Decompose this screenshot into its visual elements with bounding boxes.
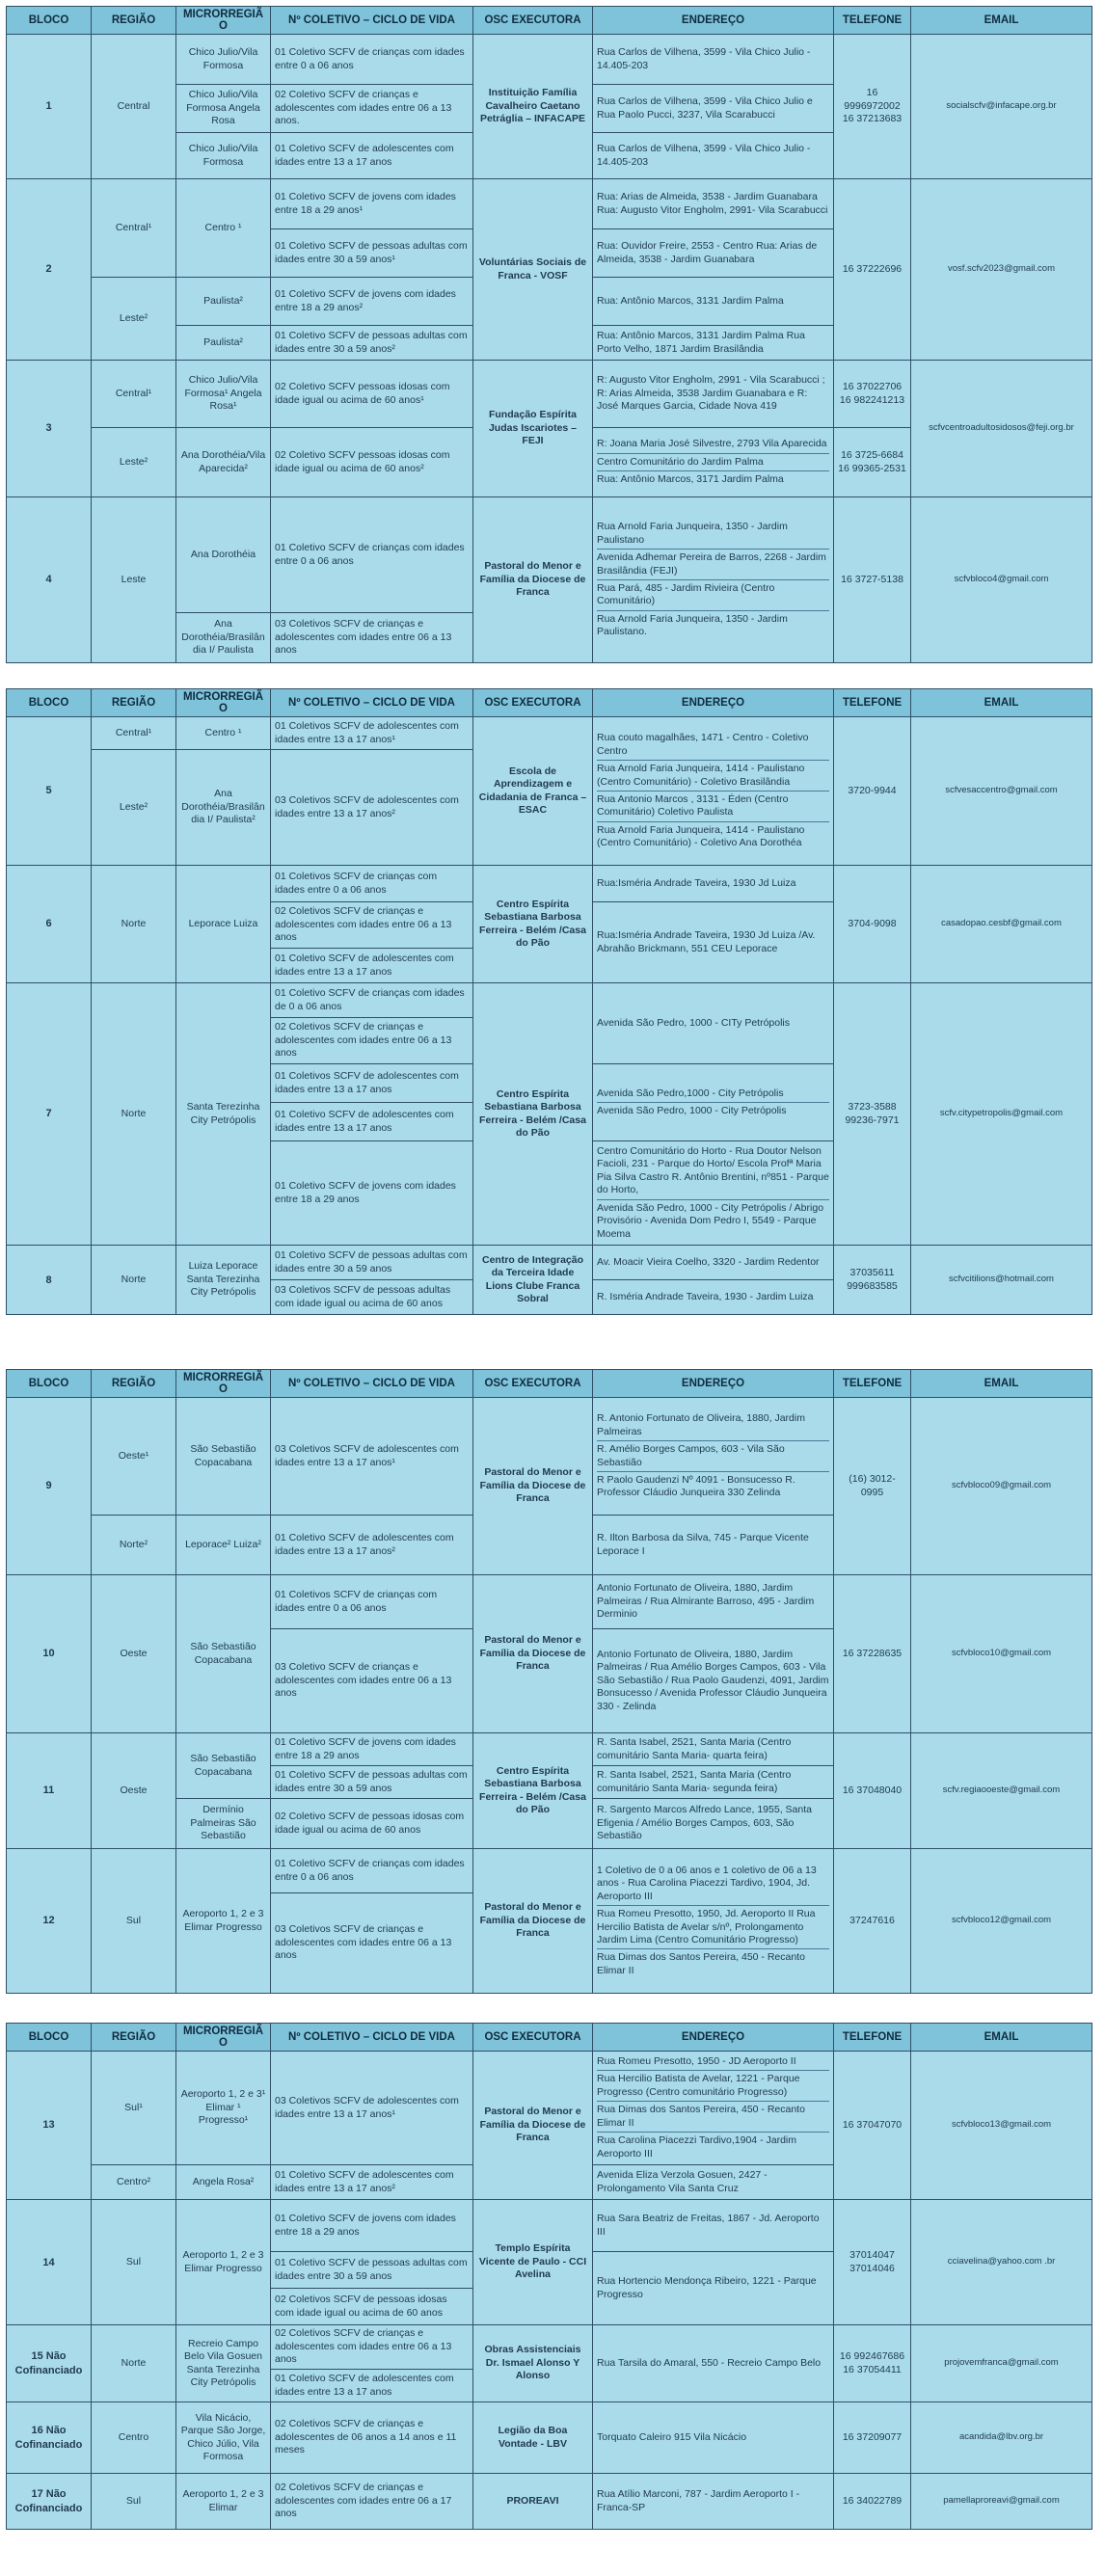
header-coletivo: Nº COLETIVO – CICLO DE VIDA xyxy=(271,689,473,717)
endereco-cell: Rua Tarsila do Amaral, 550 - Recreio Campo Belo xyxy=(593,2325,834,2402)
header-microrregiao: MICRORREGIÃO xyxy=(176,1370,271,1398)
endereco-line: Rua Arnold Faria Junqueira, 1350 - Jardim Paulistano xyxy=(597,519,829,550)
header-telefone: TELEFONE xyxy=(834,7,911,35)
coletivo-cell: 01 Coletivo SCFV de pessoas adultas com idades entre 30 a 59 anos¹ xyxy=(271,229,473,278)
endereco-line: Rua Dimas dos Santos Pereira, 450 - Recanto Elimar II xyxy=(597,2102,829,2133)
coletivo-cell: 01 Coletivo SCFV de pessoas adultas com idades entre 30 a 59 anos² xyxy=(271,326,473,361)
osc-cell: Obras Assistenciais Dr. Ismael Alonso Y Alonso xyxy=(473,2325,593,2402)
header-endereco: ENDEREÇO xyxy=(593,689,834,717)
email-cell: scfvbloco10@gmail.com xyxy=(911,1575,1092,1733)
email-cell: scfvbloco12@gmail.com xyxy=(911,1849,1092,1994)
table-row xyxy=(7,866,1092,902)
header-regiao: REGIÃO xyxy=(92,2024,176,2052)
coletivo-cell: 01 Coletivo SCFV de pessoas adultas com idades entre 30 a 59 anos xyxy=(271,1766,473,1799)
endereco-line: Avenida Adhemar Pereira de Barros, 2268 - Jardim Brasilândia (FEJI) xyxy=(597,550,829,580)
micro-cell: Centro ¹ xyxy=(176,717,271,750)
table-row xyxy=(7,2200,1092,2252)
bloco-cell: 6 xyxy=(7,866,92,983)
osc-cell: Pastoral do Menor e Família da Diocese de Franca xyxy=(473,1575,593,1733)
coletivo-cell: 02 Coletivos SCFV de crianças e adolescentes com idades entre 06 a 13 anos xyxy=(271,2325,473,2370)
bloco-cell: 13 xyxy=(7,2052,92,2200)
coletivo-cell: 02 Coletivos SCFV de crianças e adolescentes com idades entre 06 a 13 anos xyxy=(271,902,473,949)
endereco-line: Rua couto magalhães, 1471 - Centro - Coletivo Centro xyxy=(597,730,829,761)
micro-cell: Aeroporto 1, 2 e 3 Elimar Progresso xyxy=(176,1849,271,1994)
coletivo-cell: 02 Coletivos SCFV de pessoas idosas com idade igual ou acima de 60 anos xyxy=(271,2289,473,2325)
endereco-line: Rua Pará, 485 - Jardim Rivieira (Centro Comunitário) xyxy=(597,580,829,611)
telefone-cell: 16 3725-6684 16 99365-2531 xyxy=(834,428,911,497)
coletivo-cell: 02 Coletivos SCFV de crianças e adolescentes com idades entre 06 a 17 anos xyxy=(271,2474,473,2530)
regiao-cell: Sul¹ xyxy=(92,2052,176,2165)
email-cell: scfv.citypetropolis@gmail.com xyxy=(911,983,1092,1246)
table-row xyxy=(7,2474,1092,2530)
endereco-cell xyxy=(593,1141,834,1246)
osc-cell: Centro Espírita Sebastiana Barbosa Ferreira - Belém /Casa do Pão xyxy=(473,983,593,1246)
endereco-cell: Rua:Isméria Andrade Taveira, 1930 Jd Luiza xyxy=(593,866,834,902)
table-row xyxy=(7,361,1092,428)
coletivo-cell: 01 Coletivo SCFV de pessoas adultas com idades entre 30 a 59 anos xyxy=(271,2252,473,2289)
header-row xyxy=(7,7,1092,35)
telefone-cell: 3723-3588 99236-7971 xyxy=(834,983,911,1246)
email-cell: cciavelina@yahoo.com .br xyxy=(911,2200,1092,2325)
table-section-1 xyxy=(6,6,1092,663)
table-section-3 xyxy=(6,1369,1092,1994)
table-row xyxy=(7,1246,1092,1280)
micro-cell: Vila Nicácio, Parque São Jorge, Chico Júlio, Vila Formosa xyxy=(176,2402,271,2474)
telefone-cell: 16 9996972002 16 37213683 xyxy=(834,35,911,179)
coletivo-cell: 01 Coletivo SCFV de jovens com idades entre 18 a 29 anos xyxy=(271,1141,473,1246)
endereco-cell: R. Santa Isabel, 2521, Santa Maria (Centro comunitário Santa Maria- segunda feira) xyxy=(593,1766,834,1799)
micro-cell: Dermínio Palmeiras São Sebastião xyxy=(176,1799,271,1849)
endereco-cell: Avenida Eliza Verzola Gosuen, 2427 - Prolongamento Vila Santa Cruz xyxy=(593,2165,834,2200)
bloco-cell: 10 xyxy=(7,1575,92,1733)
header-endereco: ENDEREÇO xyxy=(593,7,834,35)
bloco-cell: 12 xyxy=(7,1849,92,1994)
telefone-cell: 3720-9944 xyxy=(834,717,911,866)
endereco-cell: R. Santa Isabel, 2521, Santa Maria (Centro comunitário Santa Maria- quarta feira) xyxy=(593,1733,834,1766)
coletivo-cell: 01 Coletivo SCFV de crianças com idades de 0 a 06 anos xyxy=(271,983,473,1018)
header-row xyxy=(7,689,1092,717)
telefone-cell: 16 37022706 16 982241213 xyxy=(834,361,911,428)
email-cell: casadopao.cesbf@gmail.com xyxy=(911,866,1092,983)
table-section-4 xyxy=(6,2023,1092,2530)
bloco-cell: 2 xyxy=(7,179,92,361)
telefone-cell: 37247616 xyxy=(834,1849,911,1994)
regiao-cell: Norte xyxy=(92,866,176,983)
coletivo-cell: 01 Coletivo SCFV de jovens com idades entre 18 a 29 anos xyxy=(271,1733,473,1766)
header-microrregiao: MICRORREGIÃO xyxy=(176,2024,271,2052)
micro-cell: Ana Dorothéia xyxy=(176,497,271,613)
table-row xyxy=(7,1398,1092,1516)
endereco-line: Avenida São Pedro, 1000 - City Petrópolis / Abrigo Provisório - Avenida Dom Pedro I, 5549 - Parque Moema xyxy=(597,1201,824,1240)
endereco-line: Rua Arnold Faria Junqueira, 1414 - Paulistano (Centro Comunitário) - Coletivo Brasilândia xyxy=(597,761,829,792)
bloco-cell: 15 Não Cofinanciado xyxy=(7,2325,92,2402)
table-row xyxy=(7,1733,1092,1766)
micro-cell: São Sebastião Copacabana xyxy=(176,1575,271,1733)
endereco-cell: Rua Hortencio Mendonça Ribeiro, 1221 - Parque Progresso xyxy=(593,2252,834,2325)
coletivo-cell: 02 Coletivos SCFV de crianças e adolescentes com idades entre 06 a 13 anos xyxy=(271,1018,473,1064)
regiao-cell: Norte² xyxy=(92,1516,176,1575)
endereco-line: Avenida São Pedro,1000 - City Petrópolis xyxy=(597,1086,829,1103)
coletivo-cell: 01 Coletivos SCFV de adolescentes com idades entre 13 a 17 anos¹ xyxy=(271,717,473,750)
table-section-2 xyxy=(6,688,1092,1315)
table-row xyxy=(7,1849,1092,1893)
micro-cell: Leporace² Luiza² xyxy=(176,1516,271,1575)
osc-cell: Pastoral do Menor e Família da Diocese de Franca xyxy=(473,2052,593,2200)
bloco-cell: 16 Não Cofinanciado xyxy=(7,2402,92,2474)
endereco-cell xyxy=(593,1398,834,1516)
endereco-cell: R. Sargento Marcos Alfredo Lance, 1955, Santa Efigenia / Amélio Borges Campos, 603, São Sebastião xyxy=(593,1799,834,1849)
coletivo-cell: 02 Coletivos SCFV de crianças e adolescentes de 06 anos a 14 anos e 11 meses xyxy=(271,2402,473,2474)
osc-cell: Pastoral do Menor e Família da Diocese de Franca xyxy=(473,497,593,663)
osc-cell: Centro Espírita Sebastiana Barbosa Ferreira - Belém /Casa do Pão xyxy=(473,866,593,983)
endereco-cell: Rua: Ouvidor Freire, 2553 - Centro Rua: Arias de Almeida, 3538 - Jardim Guanabara xyxy=(593,229,834,278)
coletivo-cell: 01 Coletivo SCFV de crianças com idades entre 0 a 06 anos xyxy=(271,1849,473,1893)
coletivo-cell: 01 Coletivo SCFV de adolescentes com idades entre 13 a 17 anos xyxy=(271,2370,473,2402)
email-cell: scfvcitilions@hotmail.com xyxy=(911,1246,1092,1315)
endereco-line: Rua Romeu Presotto, 1950 - JD Aeroporto II xyxy=(597,2053,829,2071)
table-row xyxy=(7,497,1092,613)
telefone-cell: 16 37047070 xyxy=(834,2052,911,2200)
header-microrregiao: MICRORREGIÃO xyxy=(176,7,271,35)
endereco-cell: Rua Carlos de Vilhena, 3599 - Vila Chico Julio - 14.405-203 xyxy=(593,35,834,85)
coletivo-cell: 03 Coletivos SCFV de adolescentes com idades entre 13 a 17 anos¹ xyxy=(271,2052,473,2165)
endereco-cell: R: Augusto Vitor Engholm, 2991 - Vila Scarabucci ; R: Arias Almeida, 3538 Jardim Guanabara e R: José Marques Garcia, Cidade Nova 419 xyxy=(593,361,834,428)
coletivo-cell: 01 Coletivo SCFV de adolescentes com idades entre 13 a 17 anos xyxy=(271,1103,473,1141)
coletivo-cell: 01 Coletivo SCFV de crianças com idades entre 0 a 06 anos xyxy=(271,35,473,85)
regiao-cell: Centro² xyxy=(92,2165,176,2200)
coletivo-cell: 01 Coletivo SCFV de adolescentes com idades entre 13 a 17 anos² xyxy=(271,1516,473,1575)
header-osc: OSC EXECUTORA xyxy=(473,689,593,717)
table-row xyxy=(7,179,1092,229)
email-cell: socialscfv@infacape.org.br xyxy=(911,35,1092,179)
endereco-line: Centro Comunitário do Jardim Palma xyxy=(597,454,829,471)
coletivo-cell: 01 Coletivos SCFV de crianças com idades entre 0 a 06 anos xyxy=(271,866,473,902)
header-microrregiao: MICRORREGIÃO xyxy=(176,689,271,717)
endereco-cell: Rua: Arias de Almeida, 3538 - Jardim Guanabara Rua: Augusto Vitor Engholm, 2991- Vila Scarabucci xyxy=(593,179,834,229)
micro-cell: Recreio Campo Belo Vila Gosuen Santa Terezinha City Petrópolis xyxy=(176,2325,271,2402)
endereco-cell xyxy=(593,2052,834,2165)
micro-cell: Centro ¹ xyxy=(176,179,271,278)
header-email: EMAIL xyxy=(911,7,1092,35)
endereco-cell xyxy=(593,1849,834,1994)
email-cell: scfvbloco09@gmail.com xyxy=(911,1398,1092,1575)
micro-cell: Chico Julio/Vila Formosa Angela Rosa xyxy=(176,85,271,133)
endereco-line: Rua Dimas dos Santos Pereira, 450 - Recanto Elimar II xyxy=(597,1951,805,1976)
coletivo-cell: 01 Coletivo SCFV de adolescentes com idades entre 13 a 17 anos xyxy=(271,133,473,179)
endereco-cell: Torquato Caleiro 915 Vila Nicácio xyxy=(593,2402,834,2474)
header-regiao: REGIÃO xyxy=(92,7,176,35)
micro-cell: Ana Dorothéia/Brasilândia I/ Paulista² xyxy=(176,750,271,866)
regiao-cell: Central¹ xyxy=(92,717,176,750)
endereco-line: R: Joana Maria José Silvestre, 2793 Vila Aparecida xyxy=(597,436,829,453)
header-telefone: TELEFONE xyxy=(834,2024,911,2052)
micro-cell: Paulista² xyxy=(176,278,271,326)
micro-cell: Ana Dorothéia/Vila Aparecida² xyxy=(176,428,271,497)
coletivo-cell: 03 Coletivos SCFV de adolescentes com idades entre 13 a 17 anos¹ xyxy=(271,1398,473,1516)
endereco-line: Rua Carolina Piacezzi Tardivo,1904 - Jardim Aeroporto III xyxy=(597,2134,796,2160)
endereco-line: R Paolo Gaudenzi Nº 4091 - Bonsucesso R. Professor Cláudio Junqueira 330 Zelinda xyxy=(597,1473,795,1499)
header-coletivo: Nº COLETIVO – CICLO DE VIDA xyxy=(271,1370,473,1398)
regiao-cell: Oeste¹ xyxy=(92,1398,176,1516)
regiao-cell: Norte xyxy=(92,1246,176,1315)
endereco-cell: Rua Carlos de Vilhena, 3599 - Vila Chico Julio e Rua Paolo Pucci, 3237, Vila Scarabucci xyxy=(593,85,834,133)
table-row xyxy=(7,35,1092,85)
email-cell: pamellaproreavi@gmail.com xyxy=(911,2474,1092,2530)
coletivo-cell: 02 Coletivo SCFV pessoas idosas com idade igual ou acima de 60 anos² xyxy=(271,428,473,497)
telefone-cell: 16 37209077 xyxy=(834,2402,911,2474)
bloco-cell: 11 xyxy=(7,1733,92,1849)
coletivo-cell: 02 Coletivo SCFV de pessoas idosas com idade igual ou acima de 60 anos xyxy=(271,1799,473,1849)
endereco-cell: R. Ilton Barbosa da Silva, 745 - Parque Vicente Leporace I xyxy=(593,1516,834,1575)
email-cell: scfv.regiaooeste@gmail.com xyxy=(911,1733,1092,1849)
email-cell: vosf.scfv2023@gmail.com xyxy=(911,179,1092,361)
header-bloco: BLOCO xyxy=(7,689,92,717)
telefone-cell: 16 3727-5138 xyxy=(834,497,911,663)
micro-cell: Santa Terezinha City Petrópolis xyxy=(176,983,271,1246)
endereco-cell: Rua Carlos de Vilhena, 3599 - Vila Chico Julio - 14.405-203 xyxy=(593,133,834,179)
regiao-cell: Central¹ xyxy=(92,361,176,428)
osc-cell: Centro Espírita Sebastiana Barbosa Ferreira - Belém /Casa do Pão xyxy=(473,1733,593,1849)
endereco-cell xyxy=(593,428,834,497)
header-endereco: ENDEREÇO xyxy=(593,1370,834,1398)
table-1 xyxy=(6,6,1092,663)
micro-cell: Paulista² xyxy=(176,326,271,361)
endereco-line: Avenida São Pedro, 1000 - City Petrópolis xyxy=(597,1105,787,1116)
regiao-cell: Leste² xyxy=(92,750,176,866)
coletivo-cell: 03 Coletivo SCFV de crianças e adolescentes com idades entre 06 a 13 anos xyxy=(271,1629,473,1733)
header-osc: OSC EXECUTORA xyxy=(473,2024,593,2052)
header-bloco: BLOCO xyxy=(7,7,92,35)
regiao-cell: Leste² xyxy=(92,278,176,361)
telefone-cell: 37035611 999683585 xyxy=(834,1246,911,1315)
coletivo-cell: 01 Coletivo SCFV de pessoas adultas com idades entre 30 a 59 anos xyxy=(271,1246,473,1280)
micro-cell: Aeroporto 1, 2 e 3¹ Elimar ¹ Progresso¹ xyxy=(176,2052,271,2165)
endereco-line: Rua Antonio Marcos , 3131 - Éden (Centro Comunitário) Coletivo Paulista xyxy=(597,792,829,822)
coletivo-cell: 03 Coletivos SCFV de pessoas adultas com idade igual ou acima de 60 anos xyxy=(271,1280,473,1315)
micro-cell: Chico Julio/Vila Formosa xyxy=(176,35,271,85)
header-bloco: BLOCO xyxy=(7,2024,92,2052)
osc-cell: Pastoral do Menor e Família da Diocese de Franca xyxy=(473,1849,593,1994)
header-row xyxy=(7,1370,1092,1398)
coletivo-cell: 02 Coletivo SCFV de crianças e adolescentes com idades entre 06 a 13 anos. xyxy=(271,85,473,133)
table-row xyxy=(7,2402,1092,2474)
micro-cell: Luiza Leporace Santa Terezinha City Petrópolis xyxy=(176,1246,271,1315)
header-row xyxy=(7,2024,1092,2052)
header-email: EMAIL xyxy=(911,689,1092,717)
osc-cell: Centro de Integração da Terceira Idade Lions Clube Franca Sobral xyxy=(473,1246,593,1315)
endereco-cell: Antonio Fortunato de Oliveira, 1880, Jardim Palmeiras / Rua Amélio Borges Campos, 603 - Vila São Sebastião / Rua Paolo Gaudenzi, 4091, Jardim Bonsucesso / Avenida Professor Cláudio Junqueira 330 - Zelinda xyxy=(593,1629,834,1733)
osc-cell: PROREAVI xyxy=(473,2474,593,2530)
email-cell: scfvesaccentro@gmail.com xyxy=(911,717,1092,866)
header-regiao: REGIÃO xyxy=(92,1370,176,1398)
header-endereco: ENDEREÇO xyxy=(593,2024,834,2052)
endereco-line: Rua Arnold Faria Junqueira, 1350 - Jardim Paulistano. xyxy=(597,612,788,638)
header-telefone: TELEFONE xyxy=(834,689,911,717)
regiao-cell: Central¹ xyxy=(92,179,176,278)
endereco-line: Centro Comunitário do Horto - Rua Doutor Nelson Facioli, 231 - Parque do Horto/ Escola Profª Maria Pia Silva Castro R. Antônio Brentini, nº851 - Parque do Horto, xyxy=(597,1143,829,1200)
coletivo-cell: 02 Coletivo SCFV pessoas idosas com idade igual ou acima de 60 anos¹ xyxy=(271,361,473,428)
endereco-line: Rua Romeu Presotto, 1950, Jd. Aeroporto II Rua Hercilio Batista de Avelar s/nº, Prolongamento Jardim Lima (Centro Comunitário Progresso) xyxy=(597,1906,829,1949)
email-cell: projovemfranca@gmail.com xyxy=(911,2325,1092,2402)
endereco-cell: Rua: Antônio Marcos, 3131 Jardim Palma Rua Porto Velho, 1871 Jardim Brasilândia xyxy=(593,326,834,361)
telefone-cell: 16 37228635 xyxy=(834,1575,911,1733)
bloco-cell: 14 xyxy=(7,2200,92,2325)
table-row xyxy=(7,1575,1092,1629)
regiao-cell: Sul xyxy=(92,2474,176,2530)
email-cell: scfvbloco13@gmail.com xyxy=(911,2052,1092,2200)
endereco-line: Rua Arnold Faria Junqueira, 1414 - Paulistano (Centro Comunitário) - Coletivo Ana Dorothéa xyxy=(597,823,805,849)
micro-cell: Aeroporto 1, 2 e 3 Elimar xyxy=(176,2474,271,2530)
table-3 xyxy=(6,1369,1092,1994)
osc-cell: Fundação Espírita Judas Iscariotes – FEJI xyxy=(473,361,593,497)
header-email: EMAIL xyxy=(911,1370,1092,1398)
osc-cell: Instituição Família Cavalheiro Caetano Petráglia – INFACAPE xyxy=(473,35,593,179)
micro-cell: Chico Julio/Vila Formosa xyxy=(176,133,271,179)
coletivo-cell: 01 Coletivo SCFV de jovens com idades entre 18 a 29 anos¹ xyxy=(271,179,473,229)
osc-cell: Voluntárias Sociais de Franca - VOSF xyxy=(473,179,593,361)
coletivo-cell: 01 Coletivo SCFV de crianças com idades entre 0 a 06 anos xyxy=(271,497,473,613)
endereco-line: R. Amélio Borges Campos, 603 - Vila São Sebastião xyxy=(597,1441,829,1472)
regiao-cell: Norte xyxy=(92,983,176,1246)
email-cell: scfvbloco4@gmail.com xyxy=(911,497,1092,663)
header-coletivo: Nº COLETIVO – CICLO DE VIDA xyxy=(271,7,473,35)
micro-cell: São Sebastião Copacabana xyxy=(176,1733,271,1799)
regiao-cell: Centro xyxy=(92,2402,176,2474)
header-bloco: BLOCO xyxy=(7,1370,92,1398)
coletivo-cell: 01 Coletivo SCFV de adolescentes com idades entre 13 a 17 anos² xyxy=(271,2165,473,2200)
regiao-cell: Oeste xyxy=(92,1733,176,1849)
table-row xyxy=(7,717,1092,750)
osc-cell: Templo Espírita Vicente de Paulo - CCI Avelina xyxy=(473,2200,593,2325)
table-row xyxy=(7,983,1092,1018)
header-regiao: REGIÃO xyxy=(92,689,176,717)
table-4 xyxy=(6,2023,1092,2530)
bloco-cell: 9 xyxy=(7,1398,92,1575)
coletivo-cell: 03 Coletivos SCFV de crianças e adolescentes com idades entre 06 a 13 anos xyxy=(271,613,473,663)
bloco-cell: 17 Não Cofinanciado xyxy=(7,2474,92,2530)
telefone-cell: 3704-9098 xyxy=(834,866,911,983)
coletivo-cell: 01 Coletivos SCFV de adolescentes com idades entre 13 a 17 anos xyxy=(271,1064,473,1103)
email-cell: acandida@lbv.org.br xyxy=(911,2402,1092,2474)
endereco-line: 1 Coletivo de 0 a 06 anos e 1 coletivo de 06 a 13 anos - Rua Carolina Piacezzi Tardivo, 1904, Jd. Aeroporto III xyxy=(597,1863,829,1906)
endereco-cell: Avenida São Pedro, 1000 - CITy Petrópolis xyxy=(593,983,834,1064)
coletivo-cell: 01 Coletivo SCFV de jovens com idades entre 18 a 29 anos xyxy=(271,2200,473,2252)
osc-cell: Legião da Boa Vontade - LBV xyxy=(473,2402,593,2474)
bloco-cell: 1 xyxy=(7,35,92,179)
micro-cell: Ana Dorothéia/Brasilândia I/ Paulista xyxy=(176,613,271,663)
bloco-cell: 4 xyxy=(7,497,92,663)
table-2 xyxy=(6,688,1092,1315)
telefone-cell: 16 37048040 xyxy=(834,1733,911,1849)
regiao-cell: Leste² xyxy=(92,428,176,497)
regiao-cell: Sul xyxy=(92,2200,176,2325)
osc-cell: Escola de Aprendizagem e Cidadania de Franca – ESAC xyxy=(473,717,593,866)
bloco-cell: 5 xyxy=(7,717,92,866)
header-telefone: TELEFONE xyxy=(834,1370,911,1398)
table-row xyxy=(7,2052,1092,2165)
endereco-line: Rua: Antônio Marcos, 3171 Jardim Palma xyxy=(597,473,784,486)
bloco-cell: 7 xyxy=(7,983,92,1246)
regiao-cell: Leste xyxy=(92,497,176,663)
micro-cell: Chico Julio/Vila Formosa¹ Angela Rosa¹ xyxy=(176,361,271,428)
endereco-cell: Rua Sara Beatriz de Freitas, 1867 - Jd. Aeroporto III xyxy=(593,2200,834,2252)
header-email: EMAIL xyxy=(911,2024,1092,2052)
endereco-line: Rua Hercilio Batista de Avelar, 1221 - Parque Progresso (Centro comunitário Progresso) xyxy=(597,2071,829,2102)
telefone-cell: 37014047 37014046 xyxy=(834,2200,911,2325)
table-row xyxy=(7,2325,1092,2370)
bloco-cell: 3 xyxy=(7,361,92,497)
coletivo-cell: 01 Coletivos SCFV de crianças com idades entre 0 a 06 anos xyxy=(271,1575,473,1629)
telefone-cell: (16) 3012-0995 xyxy=(834,1398,911,1575)
coletivo-cell: 01 Coletivo SCFV de adolescentes com idades entre 13 a 17 anos xyxy=(271,949,473,983)
endereco-cell: Rua:Isméria Andrade Taveira, 1930 Jd Luiza /Av. Abrahão Brickmann, 551 CEU Leporace xyxy=(593,902,834,983)
coletivo-cell: 03 Coletivos SCFV de crianças e adolescentes com idades entre 06 a 13 anos xyxy=(271,1893,473,1994)
micro-cell: Leporace Luiza xyxy=(176,866,271,983)
regiao-cell: Norte xyxy=(92,2325,176,2402)
regiao-cell: Oeste xyxy=(92,1575,176,1733)
header-osc: OSC EXECUTORA xyxy=(473,7,593,35)
coletivo-cell: 01 Coletivo SCFV de jovens com idades entre 18 a 29 anos² xyxy=(271,278,473,326)
micro-cell: Angela Rosa² xyxy=(176,2165,271,2200)
endereco-cell: R. Isméria Andrade Taveira, 1930 - Jardim Luiza xyxy=(593,1280,834,1315)
bloco-cell: 8 xyxy=(7,1246,92,1315)
header-osc: OSC EXECUTORA xyxy=(473,1370,593,1398)
micro-cell: Aeroporto 1, 2 e 3 Elimar Progresso xyxy=(176,2200,271,2325)
endereco-cell xyxy=(593,497,834,663)
regiao-cell: Central xyxy=(92,35,176,179)
email-cell: scfvcentroadultosidosos@feji.org.br xyxy=(911,361,1092,497)
osc-cell: Pastoral do Menor e Família da Diocese de Franca xyxy=(473,1398,593,1575)
micro-cell: São Sebastião Copacabana xyxy=(176,1398,271,1516)
telefone-cell: 16 992467686 16 37054411 xyxy=(834,2325,911,2402)
telefone-cell: 16 34022789 xyxy=(834,2474,911,2530)
endereco-cell: Rua: Antônio Marcos, 3131 Jardim Palma xyxy=(593,278,834,326)
coletivo-cell: 03 Coletivos SCFV de adolescentes com idades entre 13 a 17 anos² xyxy=(271,750,473,866)
endereco-cell: Antonio Fortunato de Oliveira, 1880, Jardim Palmeiras / Rua Almirante Barroso, 495 - Jardim Derminio xyxy=(593,1575,834,1629)
header-coletivo: Nº COLETIVO – CICLO DE VIDA xyxy=(271,2024,473,2052)
telefone-cell: 16 37222696 xyxy=(834,179,911,361)
endereco-line: R. Antonio Fortunato de Oliveira, 1880, Jardim Palmeiras xyxy=(597,1410,829,1441)
endereco-cell xyxy=(593,1064,834,1141)
regiao-cell: Sul xyxy=(92,1849,176,1994)
endereco-cell xyxy=(593,717,834,866)
endereco-cell: Rua Atílio Marconi, 787 - Jardim Aeroporto I - Franca-SP xyxy=(593,2474,834,2530)
endereco-cell: Av. Moacir Vieira Coelho, 3320 - Jardim Redentor xyxy=(593,1246,834,1280)
